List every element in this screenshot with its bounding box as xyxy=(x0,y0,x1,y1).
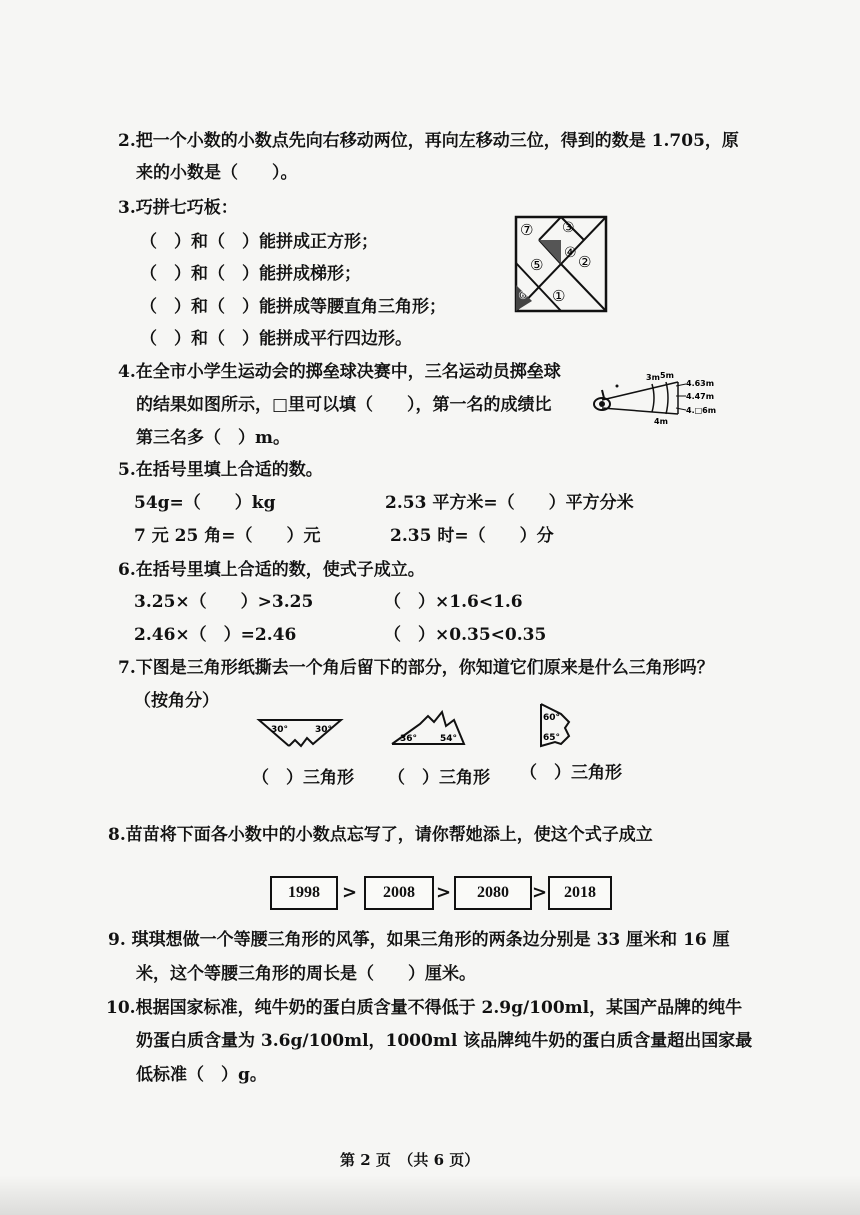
q3-line-3: （ ）和（ ）能拼成等腰直角三角形； xyxy=(140,297,446,317)
throw-label-447: 4.47m xyxy=(686,392,715,401)
q5-item-4: 2.35 时=（ ）分 xyxy=(390,526,554,546)
q7-answer-1: （ ）三角形 xyxy=(252,768,354,788)
q6-item-2: （ ）×1.6<1.6 xyxy=(384,592,523,612)
number-box-1[interactable]: 1998 xyxy=(270,876,338,910)
q3-line-1: （ ）和（ ）能拼成正方形； xyxy=(140,232,378,252)
number-box-2[interactable]: 2008 xyxy=(364,876,434,910)
torn-triangle-3 xyxy=(535,700,575,750)
tangram-figure xyxy=(512,213,610,315)
q7-answer-2: （ ）三角形 xyxy=(388,768,490,788)
q5-item-2: 2.53 平方米=（ ）平方分米 xyxy=(385,493,634,513)
q3-line-4: （ ）和（ ）能拼成平行四边形。 xyxy=(140,329,412,349)
q2-line1: 2.把一个小数的小数点先向右移动两位，再向左移动三位，得到的数是 1.705，原 xyxy=(118,131,739,151)
q4-line2: 的结果如图所示，□里可以填（ ），第一名的成绩比 xyxy=(136,395,552,415)
q5-title: 5.在括号里填上合适的数。 xyxy=(118,460,323,480)
q7-line2: （按角分） xyxy=(134,691,219,711)
q6-item-1: 3.25×（ ）>3.25 xyxy=(134,592,314,612)
throw-label-463: 4.63m xyxy=(686,379,715,388)
q10-line2: 奶蛋白质含量为 3.6g/100ml，1000ml 该品牌纯牛奶的蛋白质含量超出国家最 xyxy=(136,1031,753,1051)
tangram-label-3: ③ xyxy=(562,220,575,236)
q5-item-3: 7 元 25 角=（ ）元 xyxy=(134,526,321,546)
torn-triangle-1 xyxy=(255,716,345,752)
softball-throw-figure xyxy=(590,370,720,426)
q7-answer-3: （ ）三角形 xyxy=(520,763,622,783)
greater-than-3: > xyxy=(532,882,548,903)
angle-label-36: 36° xyxy=(400,734,418,744)
angle-label-30a: 30° xyxy=(271,725,289,735)
q3-title: 3.巧拼七巧板： xyxy=(118,198,238,218)
q4-line1: 4.在全市小学生运动会的掷垒球决赛中，三名运动员掷垒球 xyxy=(118,362,561,382)
q2-line2: 来的小数是（ ）。 xyxy=(136,163,298,183)
q10-line3: 低标准（ ）g。 xyxy=(136,1065,267,1085)
angle-label-65: 65° xyxy=(543,733,561,743)
q8-title: 8.苗苗将下面各小数中的小数点忘写了，请你帮她添上，使这个式子成立 xyxy=(108,825,653,845)
angle-label-60: 60° xyxy=(543,713,561,723)
greater-than-1: > xyxy=(342,882,358,903)
tangram-label-1: ① xyxy=(552,287,566,305)
throw-label-3m: 3m xyxy=(646,373,660,382)
scan-edge-shadow xyxy=(0,1175,860,1215)
tangram-label-6: ⑥ xyxy=(518,289,528,302)
tangram-label-5: ⑤ xyxy=(530,256,544,274)
q6-item-4: （ ）×0.35<0.35 xyxy=(384,625,547,645)
q7-line1: 7.下图是三角形纸撕去一个角后留下的部分，你知道它们原来是什么三角形吗？ xyxy=(118,658,714,678)
number-box-3[interactable]: 2080 xyxy=(454,876,532,910)
q6-item-3: 2.46×（ ）=2.46 xyxy=(134,625,297,645)
greater-than-2: > xyxy=(436,882,452,903)
throw-label-5m: 5m xyxy=(660,371,674,380)
q5-item-1: 54g=（ ）kg xyxy=(134,493,276,513)
throw-label-4box6: 4.□6m xyxy=(686,406,717,415)
q3-line-2: （ ）和（ ）能拼成梯形； xyxy=(140,264,361,284)
q4-line3: 第三名多（ ）m。 xyxy=(136,428,290,448)
q9-line2: 米，这个等腰三角形的周长是（ ）厘米。 xyxy=(136,964,476,984)
q6-title: 6.在括号里填上合适的数，使式子成立。 xyxy=(118,560,425,580)
throw-label-4m: 4m xyxy=(654,417,668,426)
decimal-comparison-row xyxy=(270,876,610,910)
tangram-label-4: ④ xyxy=(564,245,577,261)
q10-line1: 10.根据国家标准，纯牛奶的蛋白质含量不得低于 2.9g/100ml，某国产品牌的纯牛 xyxy=(106,998,743,1018)
page-footer: 第 2 页 （共 6 页） xyxy=(340,1151,480,1169)
angle-label-30b: 30° xyxy=(315,725,333,735)
tangram-label-7: ⑦ xyxy=(520,221,534,239)
number-box-4[interactable]: 2018 xyxy=(548,876,612,910)
torn-triangle-2 xyxy=(388,706,468,748)
angle-label-54: 54° xyxy=(440,734,458,744)
tangram-label-2: ② xyxy=(578,253,592,271)
q9-line1: 9. 琪琪想做一个等腰三角形的风筝，如果三角形的两条边分别是 33 厘米和 16 厘 xyxy=(108,930,730,950)
